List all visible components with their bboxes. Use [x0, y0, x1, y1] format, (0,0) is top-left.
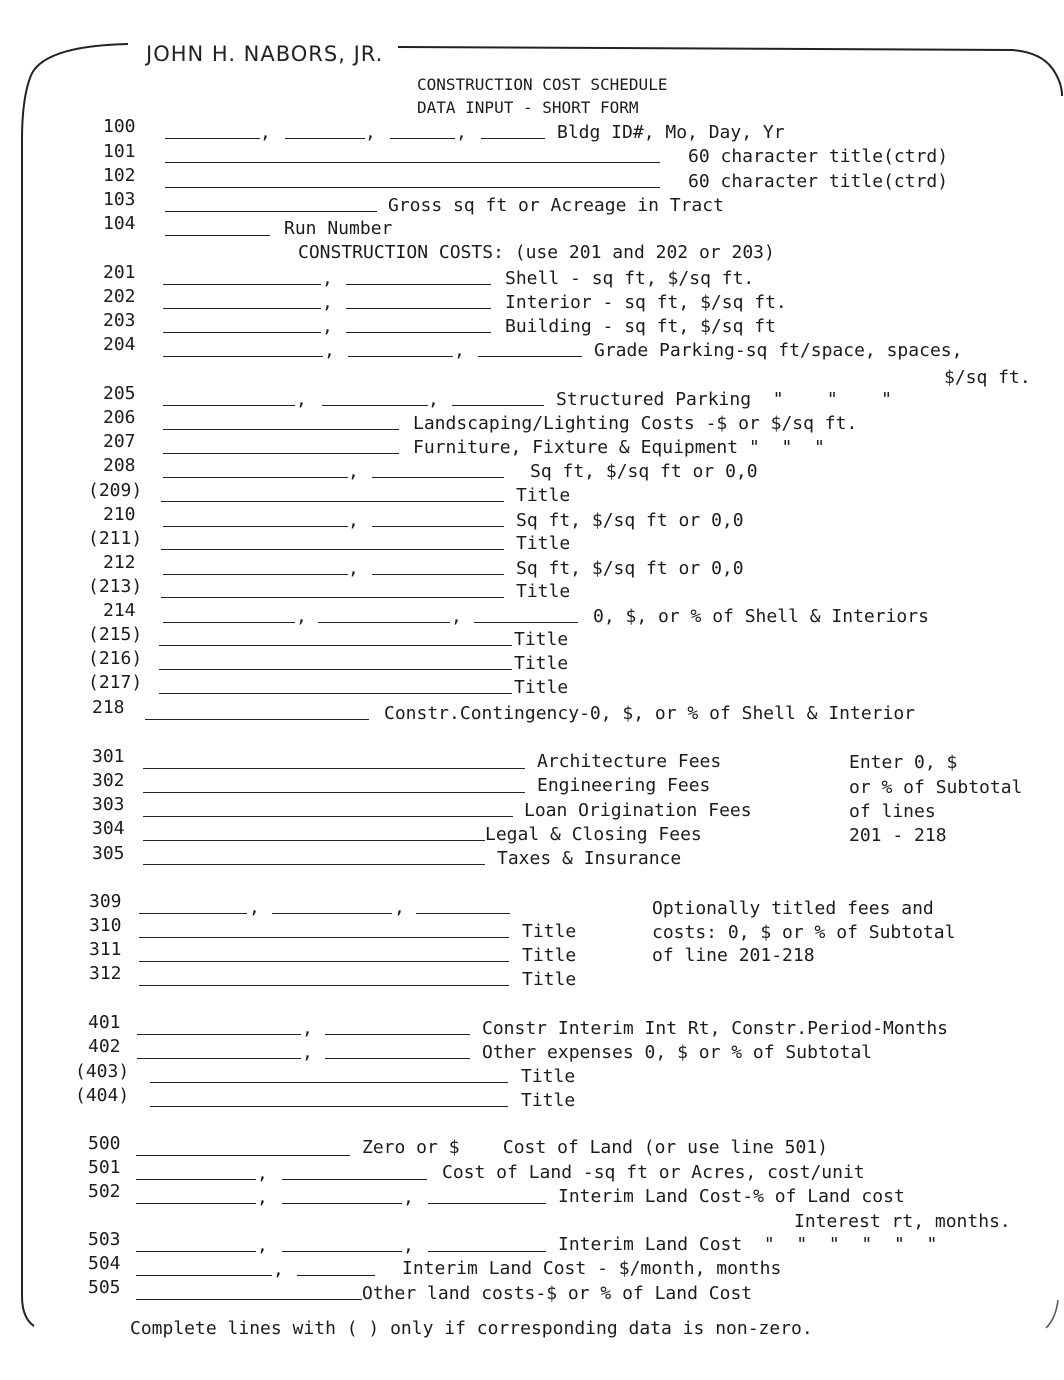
field-213-title[interactable]: [161, 597, 504, 598]
field-212-cost[interactable]: [372, 574, 504, 575]
side-note: costs: 0, $ or % of Subtotal: [652, 922, 956, 943]
line-number: 101: [103, 141, 136, 162]
field-502-b[interactable]: [282, 1203, 402, 1204]
field-title-1[interactable]: [165, 162, 660, 163]
line-number: (209): [88, 480, 143, 501]
field-309-a[interactable]: [139, 913, 247, 914]
line-label: Other expenses 0, $ or % of Subtotal: [482, 1042, 873, 1063]
line-label: 60 character title(ctrd): [688, 171, 949, 192]
side-note: Optionally titled fees and: [652, 898, 934, 919]
field-cost-of-land[interactable]: [136, 1155, 350, 1156]
line-number: 402: [88, 1036, 121, 1057]
line-label: Title: [522, 921, 577, 942]
comma: ,: [273, 1259, 284, 1280]
comma: ,: [324, 340, 335, 361]
comma: ,: [322, 268, 333, 289]
line-number: (211): [88, 528, 143, 549]
line-label: Title: [522, 945, 577, 966]
comma: ,: [365, 122, 376, 143]
comma: ,: [257, 1187, 268, 1208]
line-label-continued: $/sq ft.: [944, 367, 1031, 388]
line-number: (403): [75, 1061, 130, 1082]
field-other-expenses-b[interactable]: [325, 1058, 470, 1059]
comma: ,: [348, 510, 359, 531]
comma: ,: [302, 1042, 313, 1063]
line-number: 103: [103, 189, 136, 210]
line-label: Landscaping/Lighting Costs -$ or $/sq ft.: [413, 413, 858, 434]
line-number: 312: [89, 963, 122, 984]
line-number: 503: [88, 1229, 121, 1250]
line-number: 310: [89, 915, 122, 936]
line-label: Title: [516, 485, 571, 506]
field-other-land-costs[interactable]: [136, 1299, 362, 1300]
line-label: Bldg ID#, Mo, Day, Yr: [557, 122, 785, 143]
line-label: Furniture, Fixture & Equipment " " ": [413, 437, 825, 458]
comma: ,: [348, 461, 359, 482]
line-number: 311: [89, 939, 122, 960]
comma: ,: [403, 1187, 414, 1208]
line-number: 207: [103, 431, 136, 452]
line-label: Interior - sq ft, $/sq ft.: [505, 292, 787, 313]
field-shell-sq-ft[interactable]: [163, 284, 321, 285]
field-212-sq-ft[interactable]: [163, 574, 348, 575]
field-214-b[interactable]: [318, 622, 450, 623]
field-210-cost[interactable]: [372, 526, 504, 527]
comma: ,: [322, 316, 333, 337]
line-label: Constr.Contingency-0, $, or % of Shell & Interior: [384, 703, 916, 724]
field-404-title[interactable]: [150, 1106, 508, 1107]
field-309-b[interactable]: [272, 913, 392, 914]
line-number: 205: [103, 383, 136, 404]
field-310-title[interactable]: [139, 937, 509, 938]
line-label: Title: [521, 1066, 576, 1087]
field-gross-sq-ft[interactable]: [165, 211, 377, 212]
line-number: (216): [88, 648, 143, 669]
field-structured-parking-spaces[interactable]: [322, 405, 428, 406]
field-building-sq-ft[interactable]: [163, 332, 321, 333]
field-214-a[interactable]: [163, 622, 295, 623]
line-label: Run Number: [284, 218, 393, 239]
field-214-c[interactable]: [474, 622, 578, 623]
line-label: Cost of Land -sq ft or Acres, cost/unit: [442, 1162, 865, 1183]
field-grade-parking-cost[interactable]: [478, 356, 582, 357]
line-label: Title: [514, 677, 569, 698]
line-label: 0, $, or % of Shell & Interiors: [593, 606, 929, 627]
line-label: Title: [516, 581, 571, 602]
line-number: 104: [103, 213, 136, 234]
comma: ,: [249, 897, 260, 918]
line-label: Zero or $ Cost of Land (or use line 501): [362, 1137, 828, 1158]
field-architecture-fees[interactable]: [143, 768, 525, 769]
line-label-continued: Interest rt, months.: [794, 1211, 1011, 1232]
line-label: Interim Land Cost - $/month, months: [402, 1258, 782, 1279]
field-loan-origination-fees[interactable]: [143, 816, 513, 817]
field-interim-int-rate[interactable]: [137, 1034, 301, 1035]
line-number: 401: [88, 1012, 121, 1033]
line-number: 303: [92, 794, 125, 815]
line-number: (215): [88, 624, 143, 645]
line-number: 502: [88, 1181, 121, 1202]
field-503-a[interactable]: [136, 1251, 256, 1252]
field-land-sq-ft[interactable]: [136, 1179, 256, 1180]
comma: ,: [296, 606, 307, 627]
field-structured-parking-sq-ft[interactable]: [163, 405, 295, 406]
field-taxes-insurance[interactable]: [143, 864, 485, 865]
line-number: 203: [103, 310, 136, 331]
comma: ,: [260, 122, 271, 143]
field-shell-cost[interactable]: [346, 284, 491, 285]
field-502-c[interactable]: [428, 1203, 546, 1204]
field-day[interactable]: [390, 138, 455, 139]
line-label: Architecture Fees: [537, 751, 722, 772]
line-number: 302: [92, 770, 125, 791]
line-number: 504: [88, 1253, 121, 1274]
line-label: Sq ft, $/sq ft or 0,0: [516, 510, 744, 531]
line-number: 204: [103, 334, 136, 355]
line-label: Legal & Closing Fees: [485, 824, 702, 845]
field-grade-parking-sq-ft[interactable]: [163, 356, 323, 357]
author-name: JOHN H. NABORS, JR.: [140, 42, 389, 66]
field-structured-parking-cost[interactable]: [452, 405, 544, 406]
field-engineering-fees[interactable]: [143, 792, 525, 793]
field-502-a[interactable]: [136, 1203, 256, 1204]
line-label: Taxes & Insurance: [497, 848, 682, 869]
line-number: 309: [89, 891, 122, 912]
line-number: 202: [103, 286, 136, 307]
field-504-b[interactable]: [297, 1275, 375, 1276]
footer-note: Complete lines with ( ) only if corresponding data is non-zero.: [130, 1318, 813, 1339]
line-number: (213): [88, 576, 143, 597]
line-label: Sq ft, $/sq ft or 0,0: [516, 558, 744, 579]
field-503-c[interactable]: [428, 1251, 546, 1252]
field-211-title[interactable]: [161, 549, 504, 550]
field-309-c[interactable]: [416, 913, 510, 914]
field-209-title[interactable]: [161, 501, 504, 502]
line-label: Loan Origination Fees: [524, 800, 752, 821]
line-number: 305: [92, 843, 125, 864]
line-label: Engineering Fees: [537, 775, 711, 796]
field-title-2[interactable]: [165, 187, 660, 188]
line-number: 102: [103, 165, 136, 186]
field-other-expenses-a[interactable]: [137, 1058, 301, 1059]
field-215-title[interactable]: [159, 645, 512, 646]
side-note: Enter 0, $: [849, 752, 958, 773]
comma: ,: [296, 389, 307, 410]
comma: ,: [302, 1018, 313, 1039]
line-number: 304: [92, 818, 125, 839]
field-building-cost[interactable]: [346, 332, 491, 333]
field-311-title[interactable]: [139, 961, 509, 962]
field-504-a[interactable]: [136, 1275, 272, 1276]
field-208-sq-ft[interactable]: [163, 477, 348, 478]
field-building-id[interactable]: [165, 138, 260, 139]
side-note: 201 - 218: [849, 825, 947, 846]
field-year[interactable]: [481, 138, 545, 139]
field-month[interactable]: [285, 138, 365, 139]
comma: ,: [257, 1235, 268, 1256]
comma: ,: [428, 389, 439, 410]
field-312-title[interactable]: [139, 985, 509, 986]
field-interior-sq-ft[interactable]: [163, 308, 321, 309]
field-210-sq-ft[interactable]: [163, 526, 348, 527]
line-number: 218: [92, 697, 125, 718]
line-number: (404): [75, 1085, 130, 1106]
comma: ,: [394, 897, 405, 918]
line-label: Title: [521, 1090, 576, 1111]
field-ffe-cost[interactable]: [163, 453, 399, 454]
line-label: Other land costs-$ or % of Land Cost: [362, 1283, 753, 1304]
line-label: Sq ft, $/sq ft or 0,0: [530, 461, 758, 482]
line-label: Interim Land Cost-% of Land cost: [558, 1186, 905, 1207]
comma: ,: [451, 606, 462, 627]
field-interior-cost[interactable]: [346, 308, 491, 309]
line-number: (217): [88, 672, 143, 693]
line-number: 500: [88, 1133, 121, 1154]
line-number: 505: [88, 1277, 121, 1298]
field-land-cost-unit[interactable]: [282, 1179, 427, 1180]
field-217-title[interactable]: [159, 693, 512, 694]
line-number: 501: [88, 1157, 121, 1178]
side-note: of lines: [849, 801, 936, 822]
line-number: 301: [92, 746, 125, 767]
side-note: or % of Subtotal: [849, 777, 1023, 798]
field-216-title[interactable]: [159, 669, 512, 670]
form-title: CONSTRUCTION COST SCHEDULE: [417, 75, 668, 94]
field-contingency[interactable]: [145, 719, 369, 720]
comma: ,: [454, 340, 465, 361]
field-403-title[interactable]: [150, 1082, 508, 1083]
field-run-number[interactable]: [165, 235, 270, 236]
field-landscaping-cost[interactable]: [163, 429, 399, 430]
line-label: 60 character title(ctrd): [688, 146, 949, 167]
line-label: Interim Land Cost " " " " " ": [558, 1234, 938, 1255]
field-503-b[interactable]: [282, 1251, 402, 1252]
form-subtitle: DATA INPUT - SHORT FORM: [417, 98, 639, 117]
line-number: 210: [103, 504, 136, 525]
line-number: 212: [103, 552, 136, 573]
field-constr-period[interactable]: [325, 1034, 470, 1035]
line-number: 201: [103, 262, 136, 283]
line-label: Building - sq ft, $/sq ft: [505, 316, 776, 337]
line-label: Title: [522, 969, 577, 990]
line-label: Structured Parking " " ": [556, 389, 892, 410]
line-number: 206: [103, 407, 136, 428]
comma: ,: [456, 122, 467, 143]
line-label: Grade Parking-sq ft/space, spaces,: [594, 340, 963, 361]
line-label: Constr Interim Int Rt, Constr.Period-Months: [482, 1018, 948, 1039]
line-number: 100: [103, 116, 136, 137]
comma: ,: [348, 558, 359, 579]
comma: ,: [403, 1235, 414, 1256]
field-208-cost[interactable]: [372, 477, 504, 478]
line-label: Gross sq ft or Acreage in Tract: [388, 195, 724, 216]
comma: ,: [322, 292, 333, 313]
line-label: Title: [514, 653, 569, 674]
field-legal-closing-fees[interactable]: [143, 840, 485, 841]
line-label: Title: [516, 533, 571, 554]
section-heading: CONSTRUCTION COSTS: (use 201 and 202 or 203): [298, 242, 775, 263]
comma: ,: [257, 1163, 268, 1184]
line-label: Shell - sq ft, $/sq ft.: [505, 268, 755, 289]
line-number: 208: [103, 455, 136, 476]
field-grade-parking-spaces[interactable]: [348, 356, 453, 357]
side-note: of line 201-218: [652, 945, 815, 966]
line-number: 214: [103, 600, 136, 621]
line-label: Title: [514, 629, 569, 650]
